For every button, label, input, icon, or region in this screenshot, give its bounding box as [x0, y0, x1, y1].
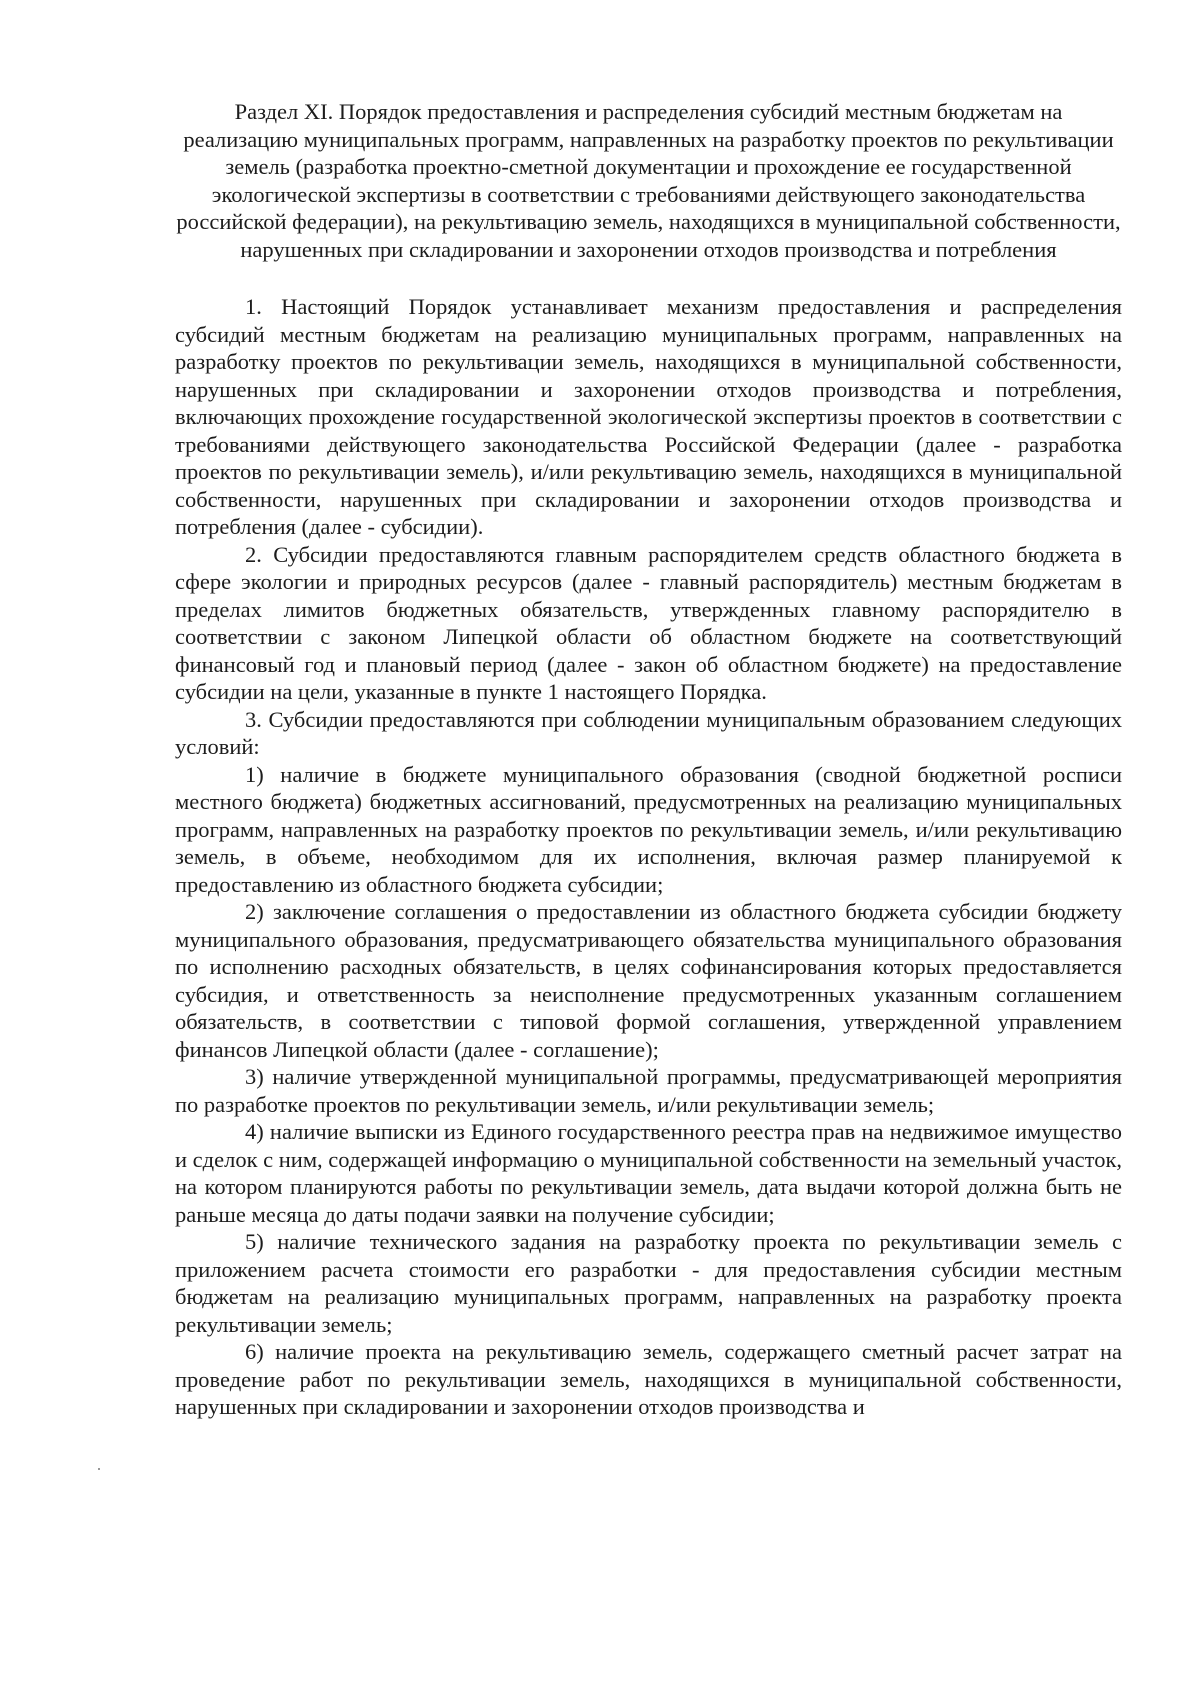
scan-speck [98, 1468, 100, 1470]
document-page [175, 98, 1122, 1421]
list-item-1: 1) наличие в бюджете муниципального образования (сводной бюджетной росписи местного бюджета) бюджетных ассигнований, предусмотренных на реализацию муниципальных программ, направленных на разработку проектов по рекультивации земель, и/или рекультивацию земель, в объеме, необходимом для их исполнения, включая размер планируемой к предоставлению из областного бюджета субсидии; [175, 761, 1122, 897]
document-body [175, 293, 1122, 1421]
list-item-5: 5) наличие технического задания на разработку проекта по рекультивации земель с приложением расчета стоимости его разработки - для предоставления субсидии местным бюджетам на реализацию муниципальных программ, направленных на разработку проекта рекультивации земель; [175, 1229, 1122, 1337]
list-item-6: 6) наличие проекта на рекультивацию земель, содержащего сметный расчет затрат на проведение работ по рекультивации земель, находящихся в муниципальной собственности, нарушенных при складировании и захоронении отходов производства и [175, 1339, 1122, 1419]
paragraph-3: 3. Субсидии предоставляются при соблюдении муниципальным образованием следующих условий: [175, 706, 1122, 759]
paragraph-2: 2. Субсидии предоставляются главным распорядителем средств областного бюджета в сфере экологии и природных ресурсов (далее - главный распорядитель) местным бюджетам в пределах лимитов бюджетных обязательств, утвержденных главному распорядителю в соответствии с законом Липецкой области об областном бюджете на соответствующий финансовый год и плановый период (далее - закон об областном бюджете) на предоставление субсидии на цели, указанные в пункте 1 настоящего Порядка. [175, 541, 1122, 704]
list-item-4: 4) наличие выписки из Единого государственного реестра прав на недвижимое имущество и сделок с ним, содержащей информацию о муниципальной собственности на земельный участок, на котором планируются работы по рекультивации земель, дата выдачи которой должна быть не раньше месяца до даты подачи заявки на получение субсидии; [175, 1119, 1122, 1227]
section-title: Раздел XI. Порядок предоставления и распределения субсидий местным бюджетам на реализацию муниципальных программ, направленных на разработку проектов по рекультивации земель (разработка проектно-сметной документации и прохождение ее государственной экологической экспертизы в соответствии с требованиями действующего законодательства российской федерации), на рекультивацию земель, находящихся в муниципальной собственности, нарушенных при складировании и захоронении отходов производства и потребления [176, 99, 1121, 262]
list-item-2: 2) заключение соглашения о предоставлении из областного бюджета субсидии бюджету муниципального образования, предусматривающего обязательства муниципального образования по исполнению расходных обязательств, в целях софинансирования которых предоставляется субсидия, и ответственность за неисполнение предусмотренных указанным соглашением обязательств, в соответствии с типовой формой соглашения, утвержденной управлением финансов Липецкой области (далее - соглашение); [175, 899, 1122, 1062]
paragraph-1: 1. Настоящий Порядок устанавливает механизм предоставления и распределения субсидий местным бюджетам на реализацию муниципальных программ, направленных на разработку проектов по рекультивации земель, находящихся в муниципальной собственности, нарушенных при складировании и захоронении отходов производства и потребления, включающих прохождение государственной экологической экспертизы проектов в соответствии с требованиями действующего законодательства Российской Федерации (далее - разработка проектов по рекультивации земель), и/или рекультивацию земель, находящихся в муниципальной собственности, нарушенных при складировании и захоронении отходов производства и потребления (далее - субсидии). [175, 294, 1122, 539]
list-item-3: 3) наличие утвержденной муниципальной программы, предусматривающей мероприятия по разработке проектов по рекультивации земель, и/или рекультивации земель; [175, 1064, 1122, 1117]
